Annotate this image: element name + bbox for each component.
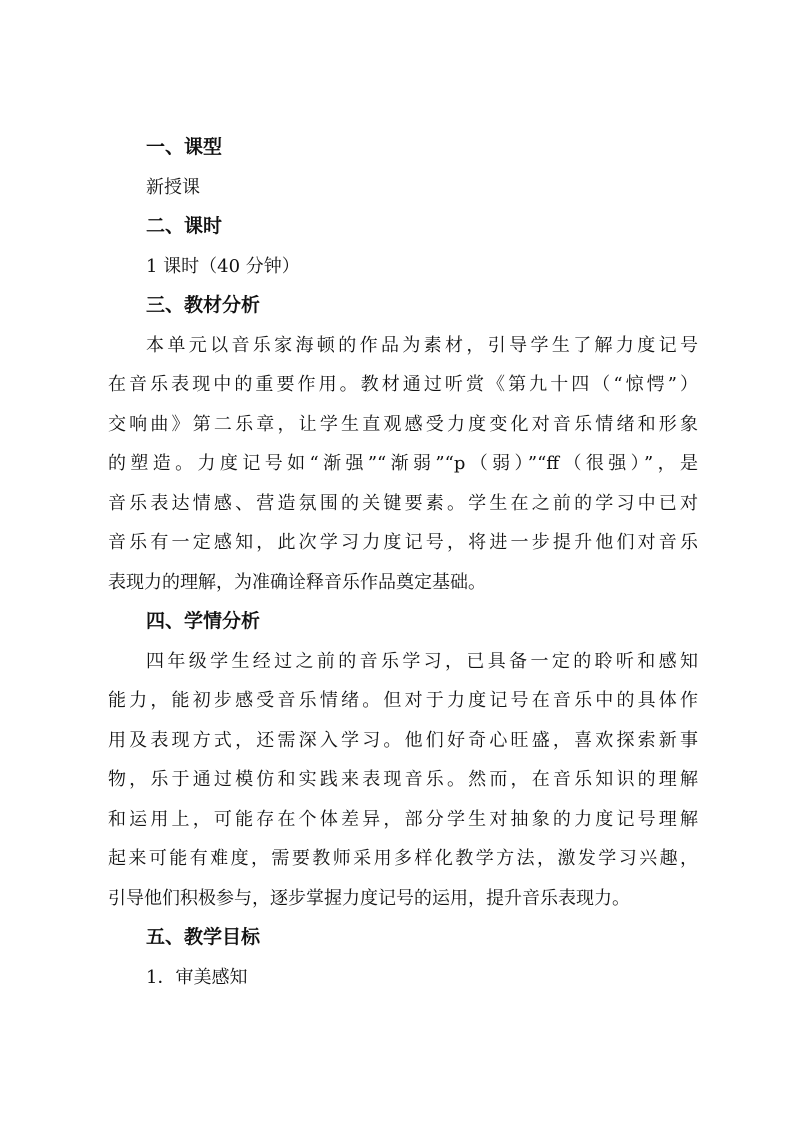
paragraph-line: 用及表现方式，还需深入学习。他们好奇心旺盛，喜欢探索新事 [108, 729, 698, 751]
paragraph-line: 在音乐表现中的重要作用。教材通过听赏《第九十四（“惊愕”） [108, 374, 698, 395]
paragraph-line: 和运用上，可能存在个体差异，部分学生对抽象的力度记号理解 [108, 808, 698, 830]
paragraph-line: 起来可能有难度，需要教师采用多样化教学方法，激发学习兴趣， [108, 848, 698, 869]
paragraph-line: 音乐表达情感、营造氛围的关键要素。学生在之前的学习中已对 [108, 492, 698, 514]
teaching-goal-item: 1．审美感知 [146, 966, 248, 988]
section-heading-material-analysis: 三、教材分析 [146, 294, 261, 316]
section-heading-teaching-goals: 五、教学目标 [146, 926, 261, 948]
paragraph-line: 能力，能初步感受音乐情绪。但对于力度记号在音乐中的具体作 [108, 690, 698, 711]
paragraph-line: 表现力的理解，为准确诠释音乐作品奠定基础。 [108, 571, 486, 593]
paragraph-line: 音乐有一定感知，此次学习力度记号，将进一步提升他们对音乐 [108, 532, 698, 553]
paragraph-line: 物，乐于通过模仿和实践来表现音乐。然而，在音乐知识的理解 [108, 769, 698, 790]
paragraph-line: 本单元以音乐家海顿的作品为素材，引导学生了解力度记号 [146, 334, 698, 356]
paragraph-line: 引导他们积极参与，逐步掌握力度记号的运用，提升音乐表现力。 [108, 887, 630, 909]
document-page [108, 128, 698, 997]
student-analysis-paragraph [108, 642, 698, 919]
lesson-hours-text: 1 课时（40 分钟） [146, 255, 300, 277]
paragraph-line: 的塑造。力度记号如“渐强”“渐弱”“p（弱）”“ff（很强）”，是 [108, 453, 698, 474]
paragraph-line: 四年级学生经过之前的音乐学习，已具备一定的聆听和感知 [146, 650, 698, 672]
material-analysis-paragraph [108, 326, 698, 603]
section-heading-lesson-type: 一、课型 [146, 136, 223, 158]
lesson-type-text: 新授课 [146, 176, 200, 198]
paragraph-line: 交响曲》第二乐章，让学生直观感受力度变化对音乐情绪和形象 [108, 413, 698, 435]
section-heading-lesson-hours: 二、课时 [146, 215, 223, 237]
section-heading-student-analysis: 四、学情分析 [146, 610, 261, 632]
